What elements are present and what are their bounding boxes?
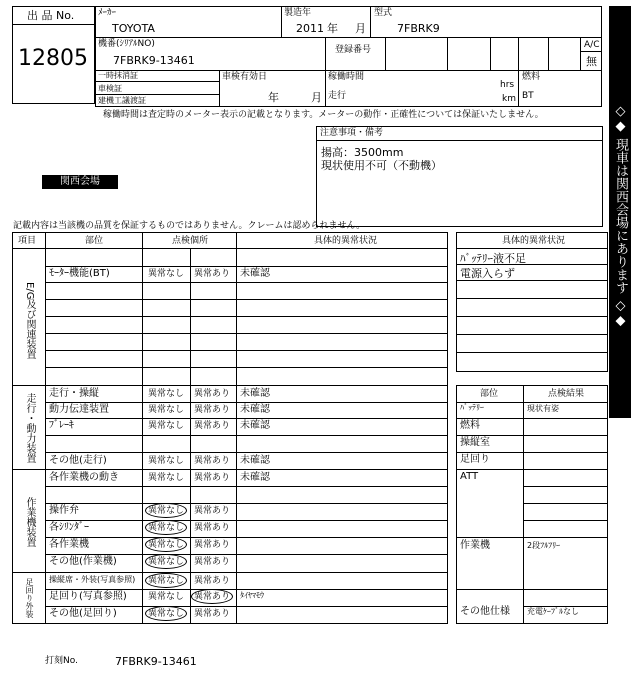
row-line [456, 298, 608, 299]
header-check: 点検個所 [172, 236, 209, 246]
row-line [45, 282, 448, 283]
result-row-part: ﾊﾞｯﾃﾘｰ [460, 403, 484, 412]
hours-unit: hrs [500, 80, 515, 90]
ok-option: 異常なし [148, 405, 185, 415]
divider [12, 248, 448, 249]
divider [12, 385, 448, 386]
header-detail: 具体的異常状況 [314, 236, 378, 246]
row-part: ﾌﾞﾚｰｷ [49, 420, 74, 431]
row-line [523, 486, 608, 487]
row-part: 各ｼﾘﾝﾀﾞｰ [49, 522, 89, 533]
row-part: 各作業機 [49, 539, 89, 550]
row-line [45, 367, 448, 368]
model-value: 7FBRK9 [397, 22, 440, 35]
venue-badge [42, 175, 118, 189]
detail-line-2: 電源入らず [460, 267, 515, 280]
ng-option: 異常あり [194, 473, 231, 483]
row-line [45, 316, 448, 317]
circled-ok-mark [145, 554, 187, 569]
divider [518, 37, 519, 70]
ng-option: 異常あり [194, 389, 231, 399]
divider [12, 572, 448, 573]
ok-option: 異常なし [148, 389, 185, 399]
ok-option: 異常なし [148, 523, 185, 533]
divider [370, 6, 371, 37]
divider [325, 37, 326, 70]
group-drive: 走行・動力装置 [24, 392, 35, 463]
row-part: 走行・操縦 [49, 388, 99, 399]
divider [190, 248, 191, 624]
row-line [45, 452, 448, 453]
ok-option: 異常なし [148, 473, 185, 483]
ok-option: 異常なし [148, 506, 185, 516]
row-note: 未確認 [240, 388, 270, 399]
ng-option: 異常あり [194, 405, 231, 415]
ok-option: 異常なし [148, 456, 185, 466]
year-label: 製造年 [284, 8, 312, 18]
divider [281, 6, 282, 37]
ng-option: 異常あり [194, 557, 231, 567]
row-line [456, 537, 608, 538]
ok-option: 異常なし [148, 576, 185, 586]
notes-line-2: 現状使用不可（不動機） [321, 159, 442, 172]
ok-option: 異常なし [148, 592, 185, 602]
row-part: 操縦席・外装(写真参照) [49, 575, 136, 584]
ng-option: 異常あり [194, 592, 231, 602]
row-part: ﾓｰﾀｰ機能(BT) [49, 268, 110, 279]
result-row-part: その他仕様 [460, 606, 510, 617]
row-line [456, 589, 608, 590]
circled-ok-mark [145, 537, 187, 552]
maker-label: ﾒｰｶｰ [98, 8, 117, 18]
model-label: 型式 [374, 8, 393, 18]
row-note: 未確認 [240, 472, 270, 483]
row-line [456, 435, 608, 436]
header-part: 部位 [85, 236, 104, 246]
row-line [456, 418, 608, 419]
divider [325, 70, 326, 107]
ng-option: 異常あり [194, 609, 231, 619]
ok-option: 異常なし [148, 609, 185, 619]
circled-ok-mark [145, 503, 187, 518]
ng-option: 異常あり [194, 540, 231, 550]
reg-label: 登録番号 [335, 45, 372, 55]
ng-option: 異常あり [194, 421, 231, 431]
divider [236, 232, 237, 624]
result-row-part: 操縦室 [460, 437, 490, 448]
divider [12, 24, 95, 25]
row-part: 動力伝達装置 [49, 404, 109, 415]
serial-value: 7FBRK9-13461 [113, 54, 195, 67]
row-part: 各作業機の動き [49, 472, 119, 483]
inspection-year-unit: 年 [268, 91, 279, 104]
divider [95, 37, 602, 38]
circled-ng-mark [191, 589, 233, 604]
row-line [45, 266, 448, 267]
result-row-part: 作業機 [460, 540, 490, 551]
row-line [45, 589, 448, 590]
inspection-label: 車検有効日 [222, 72, 268, 82]
result-header-result: 点検結果 [548, 389, 585, 399]
row-line [45, 503, 448, 504]
result-row-part: ATT [460, 471, 479, 482]
group-work: 作業機装置 [24, 496, 35, 547]
row-line [45, 606, 448, 607]
detail-line-1: ﾊﾞｯﾃﾘｰ液不足 [460, 252, 526, 265]
ng-option: 異常あり [194, 523, 231, 533]
divider [548, 37, 549, 70]
ac-value: 無 [586, 55, 597, 68]
group-chassis: 足回り外装 [25, 578, 34, 618]
hours-notice: 稼働時間は査定時のメーター表示の記載となります。メーターの動作・正確性については保証いたしません。 [103, 110, 544, 120]
ok-option: 異常なし [148, 269, 185, 279]
ng-option: 異常あり [194, 576, 231, 586]
row-line [45, 402, 448, 403]
divider [385, 37, 386, 70]
cert-label-1: 一時抹消証 [98, 71, 138, 80]
stamp-label: 打刻No. [45, 656, 78, 666]
notes-line-1: 揚高：3500mm [321, 146, 404, 159]
row-line [456, 469, 608, 470]
result-row-value: 充電ｹｰﾌﾞﾙなし [527, 607, 579, 616]
result-row-value: 現状有姿 [527, 404, 559, 413]
row-part: 足回り(写真参照) [49, 591, 127, 602]
lot-label: 出 品 No. [27, 9, 75, 22]
row-line [45, 418, 448, 419]
row-note: 未確認 [240, 404, 270, 415]
travel-unit: km [502, 94, 516, 104]
ok-option: 異常なし [148, 540, 185, 550]
ok-option: 異常なし [148, 421, 185, 431]
divider [95, 81, 219, 82]
cert-label-3: 建機工議渡証 [98, 96, 146, 105]
row-part: その他(走行) [49, 455, 107, 466]
row-line [456, 352, 608, 353]
serial-label: 機番(ｼﾘｱﾙNO) [98, 39, 155, 49]
lot-number: 12805 [18, 46, 88, 71]
notes-label: 注意事項・備考 [320, 128, 384, 138]
result-header-part: 部位 [480, 389, 499, 399]
travel-label: 走行 [328, 91, 347, 101]
row-line [45, 520, 448, 521]
divider [95, 94, 219, 95]
cert-label-2: 車検証 [98, 84, 122, 93]
divider [12, 469, 448, 470]
hours-label: 稼働時間 [328, 72, 365, 82]
row-line [456, 280, 608, 281]
row-part: その他(足回り) [49, 608, 117, 619]
circled-ok-mark [145, 606, 187, 621]
maker-value: TOYOTA [112, 22, 155, 35]
divider [447, 37, 448, 70]
divider [45, 232, 46, 624]
group-engine: E/G及び関連装置 [24, 282, 35, 360]
result-row-part: 足回り [460, 454, 490, 465]
row-line [456, 316, 608, 317]
row-note: 未確認 [240, 420, 270, 431]
ng-option: 異常あり [194, 269, 231, 279]
row-note: 未確認 [240, 455, 270, 466]
row-note: 未確認 [240, 268, 270, 279]
year-unit: 年 [327, 22, 338, 35]
month-unit: 月 [355, 22, 366, 35]
divider [95, 70, 602, 71]
row-line [45, 333, 448, 334]
row-line [45, 486, 448, 487]
divider [219, 70, 220, 107]
row-line [45, 350, 448, 351]
result-row-part: 燃料 [460, 420, 480, 431]
row-line [523, 503, 608, 504]
divider [580, 37, 581, 70]
row-line [456, 334, 608, 335]
row-part: 操作弁 [49, 505, 79, 516]
ng-option: 異常あり [194, 506, 231, 516]
row-note: ﾀｲﾔﾏﾓｳ [240, 591, 264, 600]
ac-label: A/C [584, 40, 600, 50]
circled-ok-mark [145, 573, 187, 588]
venue-badge-label: 関西会場 [60, 176, 100, 187]
ng-option: 異常あり [194, 456, 231, 466]
circled-ok-mark [145, 520, 187, 535]
row-line [45, 537, 448, 538]
row-line [45, 554, 448, 555]
divider [580, 51, 602, 52]
stamp-value: 7FBRK9-13461 [115, 655, 197, 668]
divider [518, 70, 519, 107]
result-row-value: 2段ﾌﾙﾌﾘｰ [527, 541, 561, 550]
side-banner-text: ◇◆ 現車は関西会場にあります ◇◆ [613, 103, 628, 329]
fuel-value: BT [522, 91, 534, 101]
ok-option: 異常なし [148, 557, 185, 567]
row-line [523, 520, 608, 521]
row-part: その他(作業機) [49, 556, 117, 567]
row-line [45, 299, 448, 300]
year-value: 2011 [296, 22, 324, 35]
divider [142, 232, 143, 624]
header-item: 項目 [18, 236, 37, 246]
row-line [456, 452, 608, 453]
notes-box [316, 126, 603, 227]
inspection-month-unit: 月 [311, 91, 322, 104]
row-line [45, 435, 448, 436]
divider [490, 37, 491, 70]
detail-header: 具体的異常状況 [502, 236, 566, 246]
fuel-label: 燃料 [522, 72, 541, 82]
quality-notice: 記載内容は当該機の品質を保証するものではありません。クレームは認められません。 [13, 221, 366, 231]
divider [456, 248, 608, 249]
divider [316, 140, 603, 141]
